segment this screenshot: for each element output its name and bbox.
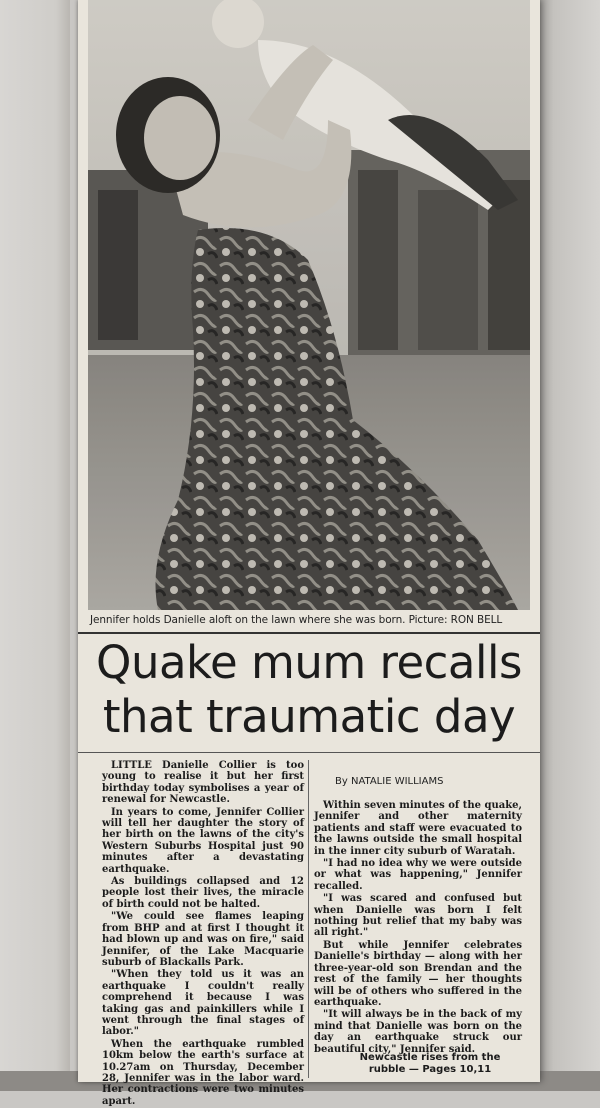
article-paragraph	[102, 760, 304, 806]
background-board-left	[0, 0, 70, 1091]
byline: By NATALIE WILLIAMS	[335, 776, 444, 787]
cross-reference: Newcastle rises from the rubble — Pages 10,11	[359, 1052, 501, 1075]
headline	[84, 636, 534, 744]
article-paragraph: When the earthquake rumbled 10km below the earth's surface at 10.27am on Thursday, December 28, Jennifer was in the labor ward. Her contractions were two minutes apart.	[102, 1038, 304, 1107]
column-divider	[308, 760, 309, 1078]
photo-caption: Jennifer holds Danielle aloft on the lawn where she was born. Picture: RON BELL	[90, 614, 503, 626]
background-board-right	[538, 0, 600, 1091]
headline-line-1: Quake mum recalls	[96, 636, 522, 689]
photo-illustration	[88, 0, 530, 610]
article-paragraph: "I was scared and confused but when Danielle was born I felt nothing but relief that my baby was all right."	[314, 893, 522, 939]
article-paragraph: Within seven minutes of the quake, Jennifer and other maternity patients and staff were evacuated to the lawns outside the small hospital in the inner city suburb of Waratah.	[314, 800, 522, 857]
article-paragraph: But while Jennifer celebrates Danielle's birthday — along with her three-year-old son Brendan and the rest of the family — her thoughts will be of others who suffered in the earthquake.	[314, 939, 522, 1008]
news-photo	[88, 0, 530, 610]
article-paragraph: In years to come, Jennifer Collier will tell her daughter the story of her birth on the lawns of the city's Western Suburbs Hospital just 90 minutes after a devastating earthquake.	[102, 806, 304, 875]
lead-word: LITTLE	[111, 760, 152, 771]
article-paragraph: As buildings collapsed and 12 people lost their lives, the miracle of birth could not be halted.	[102, 876, 304, 910]
divider-line	[78, 752, 540, 753]
article-paragraph: "We could see flames leaping from BHP and at first I thought it had blown up and was on fire," said Jennifer, of the Lake Macquarie suburb of Blackalls Park.	[102, 911, 304, 968]
article-paragraph: "When they told us it was an earthquake I couldn't really comprehend it because I was taking gas and painkillers while I went through the final stages of labor."	[102, 969, 304, 1038]
paragraph-text: Danielle Collier is too young to realise it but her first birthday today symbolises a year of renewal for Newcastle.	[102, 760, 304, 806]
headline-line-2: that traumatic day	[102, 690, 516, 743]
article-column-right	[314, 800, 522, 1056]
article-paragraph: "I had no idea why we were outside or what was happening," Jennifer recalled.	[314, 858, 522, 892]
newspaper-clipping	[78, 0, 540, 1107]
article-column-left	[102, 760, 304, 1108]
divider-line	[78, 632, 540, 634]
article-paragraph: "It will always be in the back of my mind that Danielle was born on the day an earthquake struck our beautiful city," Jennifer said.	[314, 1009, 522, 1055]
